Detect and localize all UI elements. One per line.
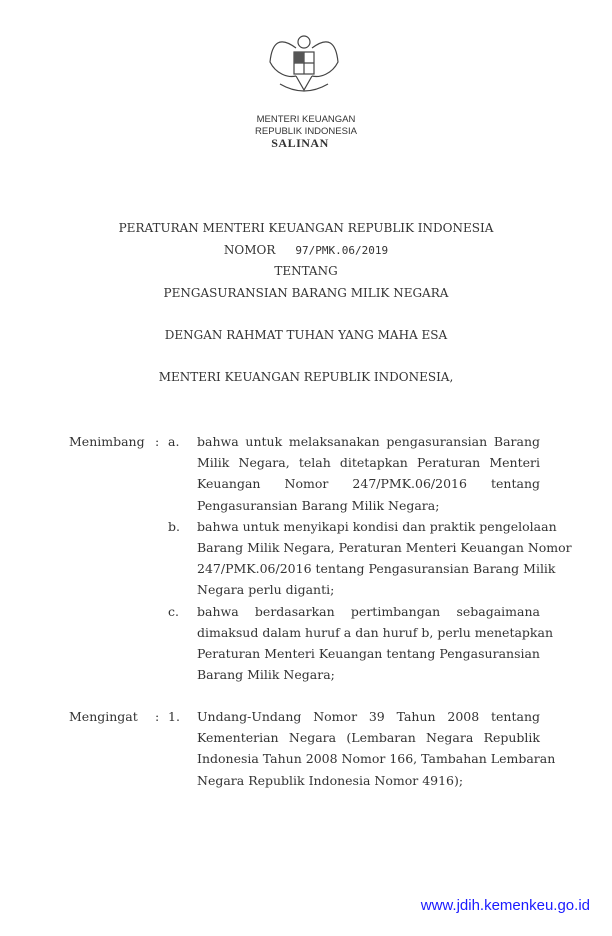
item-marker: c. bbox=[168, 603, 179, 619]
item-text-line: Negara perlu diganti; bbox=[197, 582, 335, 598]
header-line-1: MENTERI KEUANGAN bbox=[256, 114, 356, 125]
header-line-2: REPUBLIK INDONESIA bbox=[255, 126, 357, 137]
regulation-number bbox=[0, 243, 612, 257]
item-text-line: Barang Milik Negara; bbox=[197, 667, 335, 683]
item-text-line: 247/PMK.06/2016 tentang Pengasuransian Barang Milik bbox=[197, 561, 556, 577]
item-text-line: Barang Milik Negara, Peraturan Menteri Keuangan Nomor bbox=[197, 540, 572, 555]
menteri-line: MENTERI KEUANGAN REPUBLIK INDONESIA, bbox=[158, 370, 454, 384]
item-text-line: Indonesia Tahun 2008 Nomor 166, Tambahan Lembaran bbox=[197, 751, 556, 767]
regulation-subject: PENGASURANSIAN BARANG MILIK NEGARA bbox=[163, 286, 449, 300]
item-text-line: Kementerian Negara (Lembaran Negara Republik bbox=[197, 730, 540, 746]
tentang-label: TENTANG bbox=[274, 264, 338, 278]
nomor-value: 97/PMK.06/2019 bbox=[295, 244, 389, 257]
item-text-line: bahwa berdasarkan pertimbangan sebagaimana bbox=[197, 603, 540, 619]
item-marker: a. bbox=[168, 434, 180, 449]
item-marker: 1. bbox=[168, 709, 180, 724]
item-text-line: Milik Negara, telah ditetapkan Peraturan Menteri bbox=[197, 455, 540, 471]
garuda-emblem-icon bbox=[266, 28, 342, 104]
footer-url-link[interactable]: www.jdih.kemenkeu.go.id bbox=[420, 897, 590, 914]
menimbang-label: Menimbang bbox=[69, 434, 145, 449]
rahmat-line: DENGAN RAHMAT TUHAN YANG MAHA ESA bbox=[164, 328, 448, 342]
item-text-line: dimaksud dalam huruf a dan huruf b, perlu menetapkan bbox=[197, 624, 554, 640]
regulation-title: PERATURAN MENTERI KEUANGAN REPUBLIK INDONESIA bbox=[118, 221, 494, 235]
item-text-line: bahwa untuk melaksanakan pengasuransian Barang bbox=[197, 434, 540, 449]
item-text-line: Negara Republik Indonesia Nomor 4916); bbox=[197, 772, 464, 788]
item-text-line: Undang-Undang Nomor 39 Tahun 2008 tentang bbox=[197, 709, 540, 724]
mengingat-colon: : bbox=[155, 709, 160, 724]
nomor-label: NOMOR bbox=[223, 243, 276, 257]
item-text-line: Keuangan Nomor 247/PMK.06/2016 tentang bbox=[197, 476, 540, 492]
item-text-line: bahwa untuk menyikapi kondisi dan praktik pengelolaan bbox=[197, 518, 557, 534]
item-marker: b. bbox=[168, 518, 180, 534]
item-text-line: Peraturan Menteri Keuangan tentang Pengasuransian bbox=[197, 646, 540, 661]
mengingat-label: Mengingat bbox=[69, 709, 138, 724]
salinan-stamp: SALINAN bbox=[271, 136, 329, 150]
menimbang-colon: : bbox=[155, 434, 160, 449]
item-text-line: Pengasuransian Barang Milik Negara; bbox=[197, 497, 440, 513]
